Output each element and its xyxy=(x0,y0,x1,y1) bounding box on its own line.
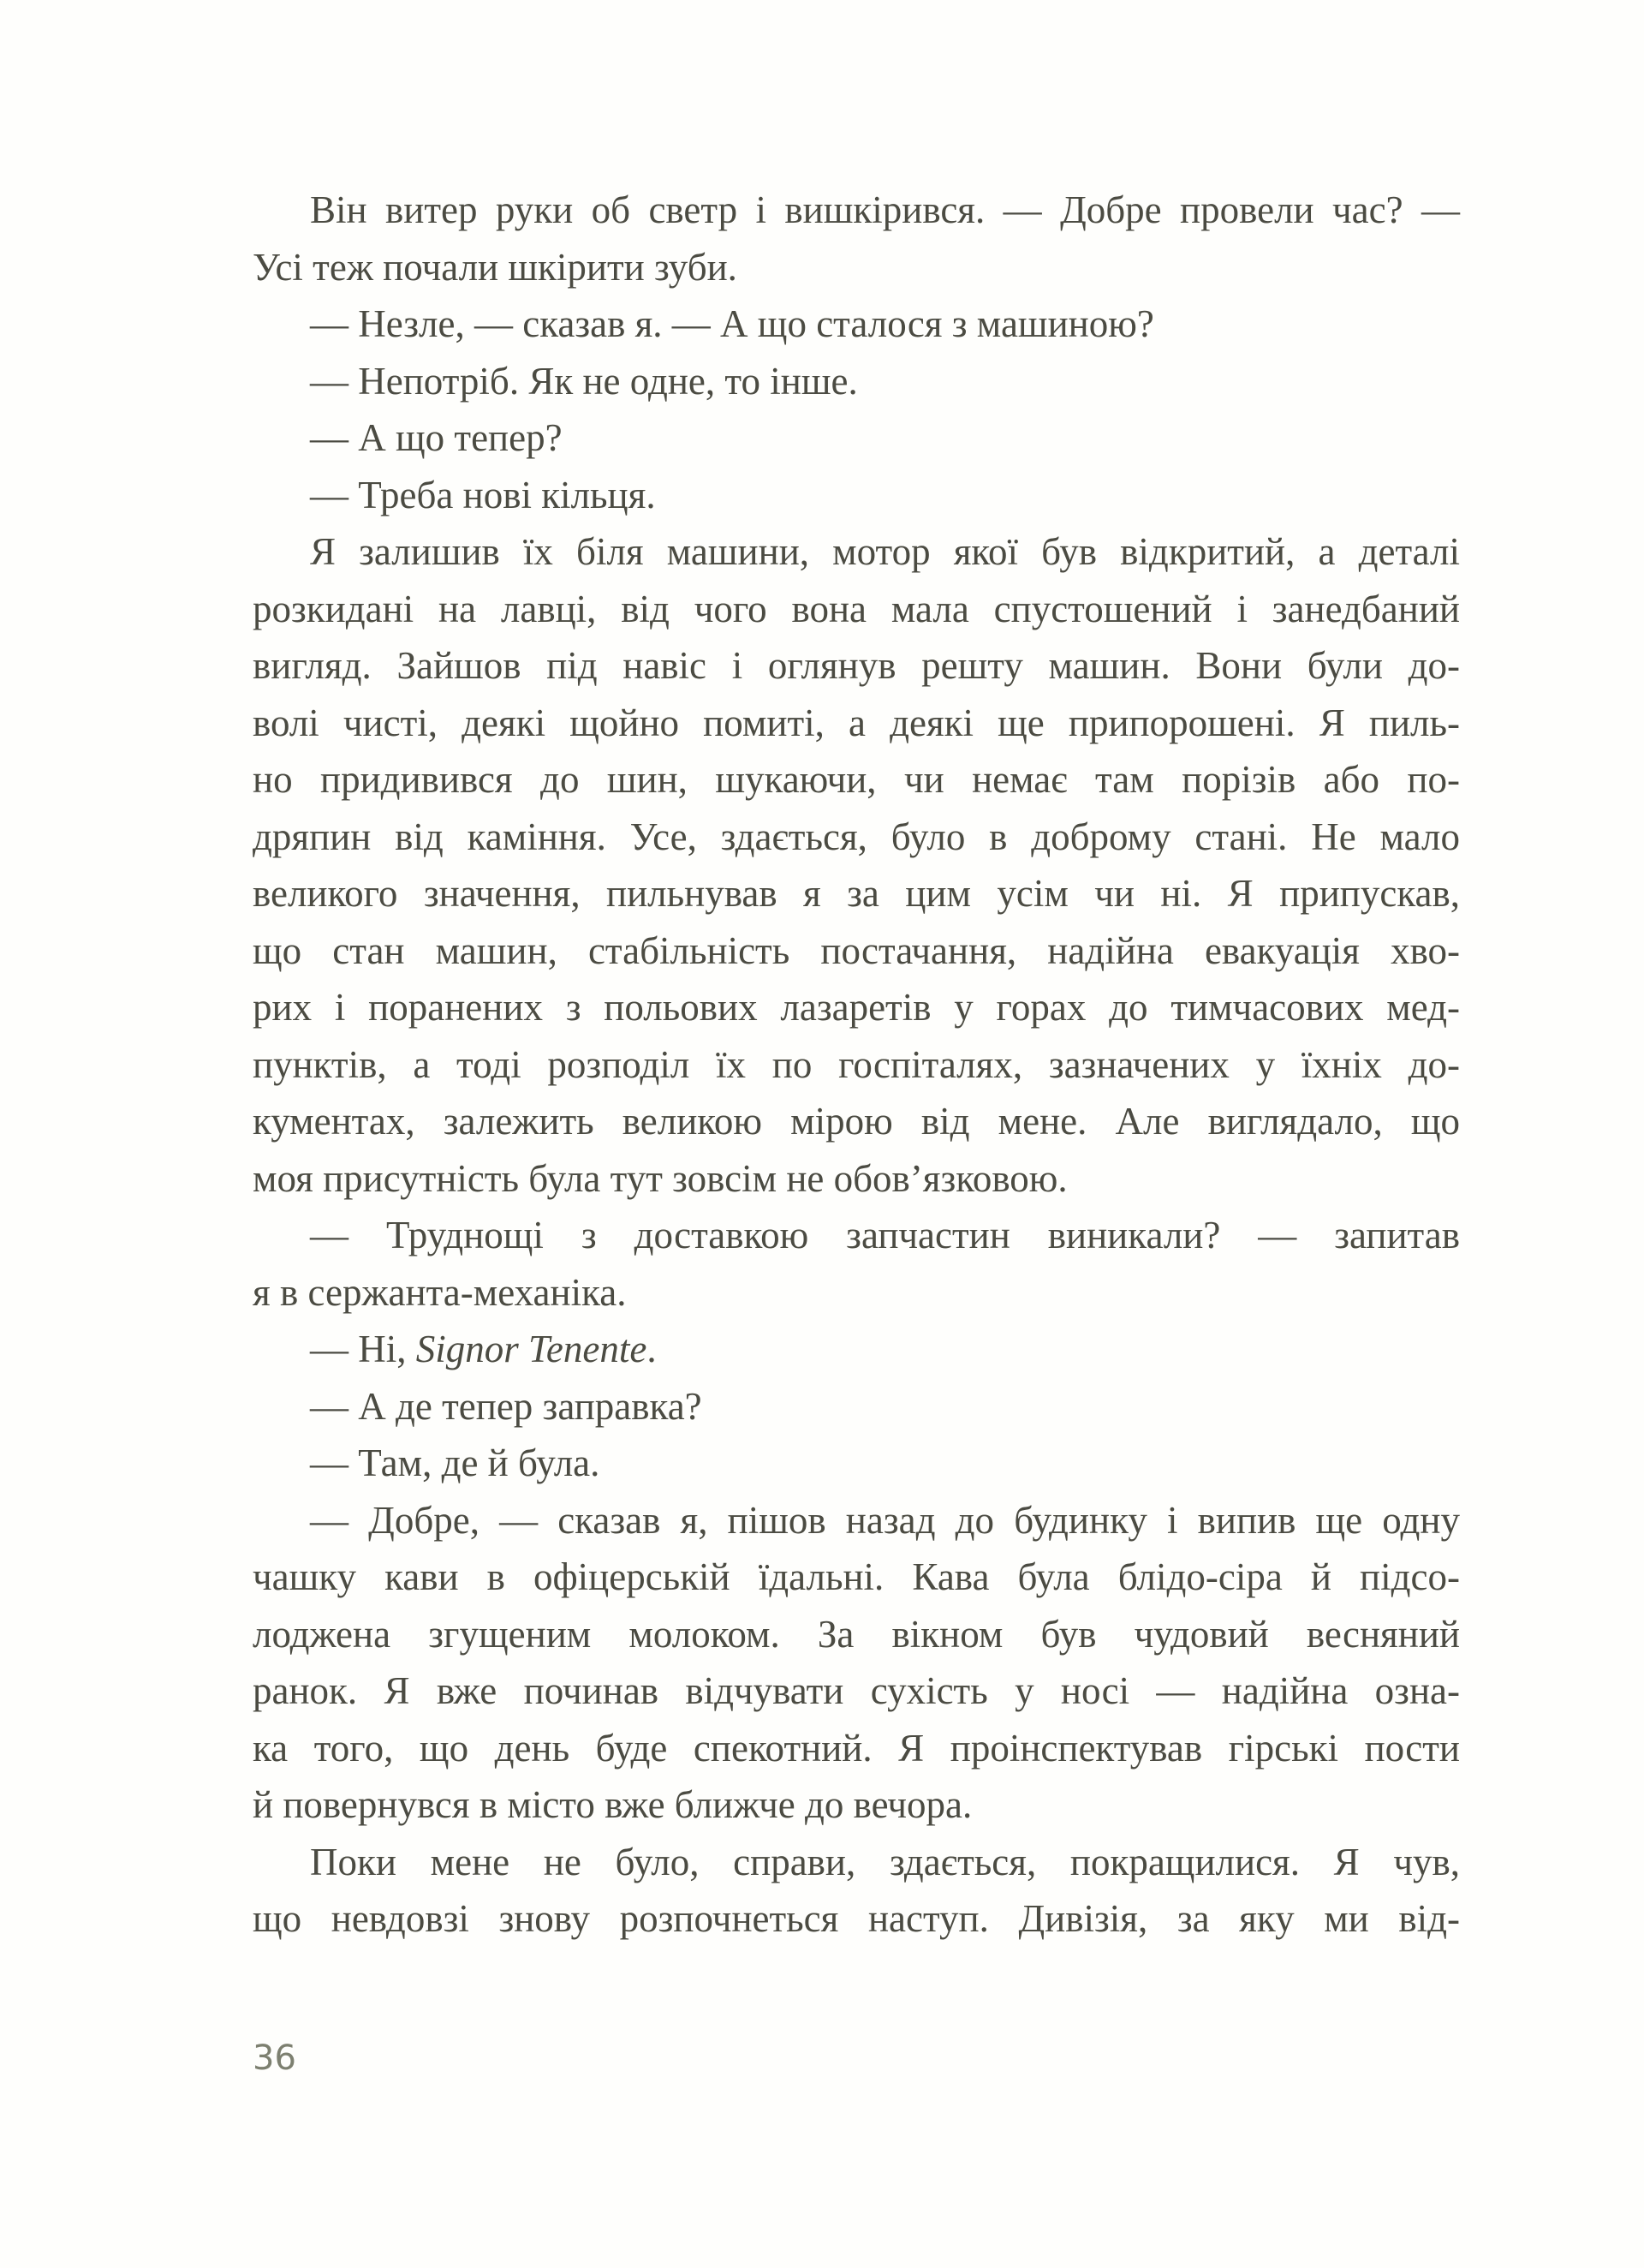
text-line: ка того, що день буде спекотний. Я проінспектував гірські пости xyxy=(253,1726,1460,1770)
text-line: — Треба нові кільця. xyxy=(310,473,656,516)
text-line: волі чисті, деякі щойно помиті, а деякі ще припорошені. Я пиль- xyxy=(253,701,1460,744)
page-number: 36 xyxy=(253,2038,296,2078)
text-line: Поки мене не було, справи, здається, покращилися. Я чув, xyxy=(310,1840,1460,1883)
text-line: пунктів, а тоді розподіл їх по госпіталях, зазначених у їхніх до- xyxy=(253,1042,1460,1086)
text-line: — Там, де й була. xyxy=(310,1441,600,1484)
body-text xyxy=(253,182,1460,1948)
text-line: — А де тепер заправка? xyxy=(310,1384,702,1428)
text-line: — Непотріб. Як не одне, то інше. xyxy=(310,359,858,403)
text-line: що невдовзі знову розпочнеться наступ. Дивізія, за яку ми від- xyxy=(253,1897,1460,1940)
text-line: — Труднощі з доставкою запчастин виникали? — запитав xyxy=(310,1214,1460,1256)
text-line: Усі теж почали шкірити зуби. xyxy=(253,245,737,289)
text-line: ранок. Я вже починав відчувати сухість у носі — надійна озна- xyxy=(253,1669,1460,1712)
text-line: Я залишив їх біля машини, мотор якої був відкритий, а деталі xyxy=(310,530,1460,573)
text-line: чашку кави в офіцерській їдальні. Кава була блідо-сіра й підсо- xyxy=(253,1555,1460,1598)
text-line: моя присутність була тут зовсім не обов’язковою. xyxy=(253,1156,1068,1200)
text-line: вигляд. Зайшов під навіс і оглянув решту машин. Вони були до- xyxy=(253,644,1460,687)
text-fragment: — Ні, xyxy=(310,1328,416,1370)
text-line xyxy=(253,1321,1460,1378)
text-line: лоджена згущеним молоком. За вікном був чудовий весняний xyxy=(253,1612,1460,1656)
text-line: — Незле, — сказав я. — А що сталося з машиною? xyxy=(310,302,1154,345)
text-line: дряпин від каміння. Усе, здається, було в доброму стані. Не мало xyxy=(253,815,1460,858)
text-fragment: . xyxy=(646,1328,657,1370)
text-line: кументах, залежить великою мірою від мене. Але виглядало, що xyxy=(253,1100,1460,1143)
text-line: розкидані на лавці, від чого вона мала спустошений і занедбаний xyxy=(253,587,1460,630)
text-line: що стан машин, стабільність постачання, надійна евакуація хво- xyxy=(253,928,1460,972)
text-line: Він витер руки об светр і вишкірився. — Добре провели час? — xyxy=(310,188,1460,231)
italic-phrase: Signor Tenente xyxy=(415,1328,647,1370)
text-line: великого значення, пильнував я за цим усім чи ні. Я припускав, xyxy=(253,872,1460,915)
text-line: — А що тепер? xyxy=(310,416,563,459)
text-line: й повернувся в місто вже ближче до вечора. xyxy=(253,1783,973,1826)
text-line: я в сержанта-механіка. xyxy=(253,1270,627,1314)
text-line: но придивився до шин, шукаючи, чи немає там порізів або по- xyxy=(253,758,1460,801)
text-line: рих і поранених з польових лазаретів у горах до тимчасових мед- xyxy=(253,986,1460,1029)
text-line: — Добре, — сказав я, пішов назад до будинку і випив ще одну xyxy=(310,1498,1460,1542)
